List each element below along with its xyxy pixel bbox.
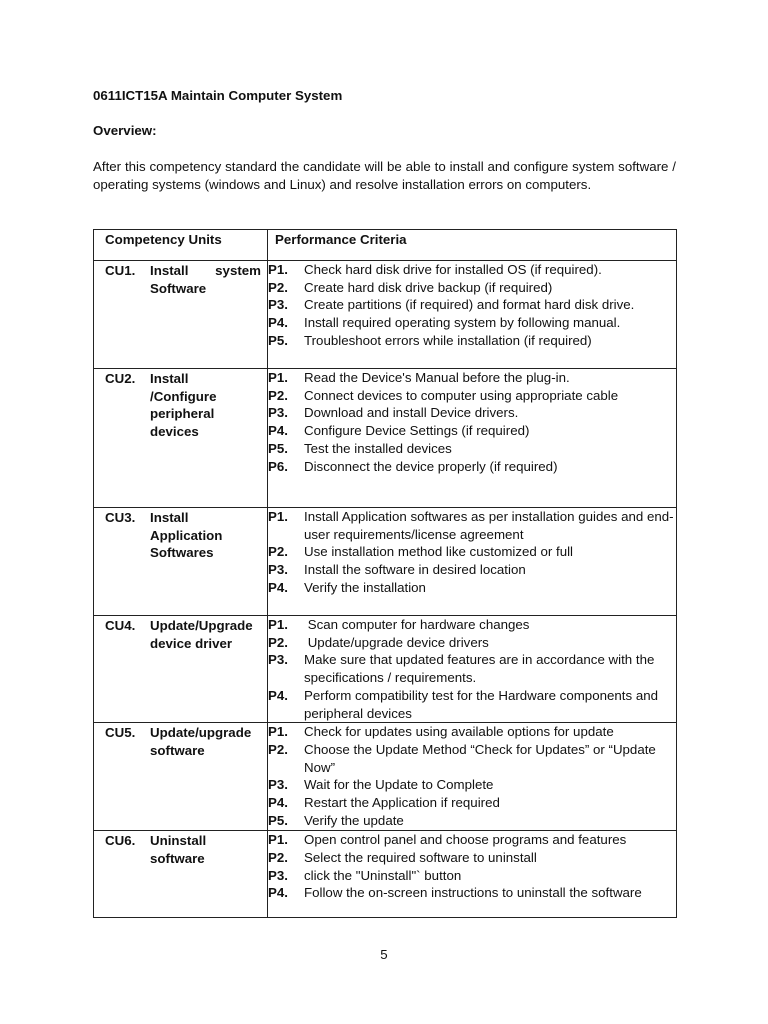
list-item: P2. Update/upgrade device drivers — [268, 634, 489, 650]
header-performance-criteria: Performance Criteria — [268, 230, 677, 261]
list-item: P1. Read the Device's Manual before the plug-in. — [268, 370, 570, 385]
competency-unit-cell — [94, 261, 268, 369]
list-item: P4. Restart the Application if required — [268, 795, 500, 811]
list-item: P3. Download and install Device drivers. — [268, 405, 519, 421]
list-item: P4. Perform compatibility test for the Hardware components and peripheral devices — [268, 687, 659, 721]
competency-unit-cell — [94, 831, 268, 918]
list-item: P6. Disconnect the device properly (if required) — [268, 458, 558, 474]
list-item: P2. Select the required software to uninstall — [268, 849, 537, 865]
list-item: P2. Connect devices to computer using appropriate cable — [268, 387, 619, 403]
list-item: P1. Check for updates using available options for update — [268, 724, 614, 740]
document-title: 0611ICT15A Maintain Computer System — [93, 88, 343, 103]
table-row — [94, 723, 677, 831]
criteria-cell — [268, 616, 677, 723]
page-number: 5 — [380, 947, 388, 962]
list-item: P3. click the "Uninstall"` button — [268, 867, 462, 883]
list-item: P5. Test the installed devices — [268, 440, 452, 456]
list-item: P3. Make sure that updated features are in accordance with the specifications / requirements. — [268, 652, 655, 686]
list-item: P4. Install required operating system by following manual. — [268, 315, 621, 331]
list-item: P4. Verify the installation — [268, 579, 426, 595]
list-item: P1. Scan computer for hardware changes — [268, 617, 530, 632]
unit-code: CU4. — [105, 618, 136, 633]
table-row — [94, 369, 677, 508]
unit-name: Install /Configure peripheral devices — [150, 371, 217, 440]
header-competency-units: Competency Units — [94, 230, 268, 261]
list-item: P3. Install the software in desired location — [268, 562, 526, 578]
list-item: P1. Check hard disk drive for installed OS (if required). — [268, 262, 602, 277]
list-item: P3. Wait for the Update to Complete — [268, 777, 494, 793]
list-item: P1. Install Application softwares as per installation guides and end-user requirements/license agreement — [268, 509, 674, 542]
table-row — [94, 616, 677, 723]
criteria-cell — [268, 369, 677, 508]
overview-heading: Overview: — [93, 123, 157, 138]
list-item: P4. Follow the on-screen instructions to uninstall the software — [268, 885, 642, 901]
list-item: P5. Verify the update — [268, 812, 404, 828]
list-item: P5. Troubleshoot errors while installation (if required) — [268, 332, 592, 348]
list-item: P2. Create hard disk drive backup (if required) — [268, 279, 553, 295]
criteria-cell — [268, 831, 677, 918]
unit-code: CU5. — [105, 725, 136, 741]
list-item: P3. Create partitions (if required) and format hard disk drive. — [268, 297, 635, 313]
table-row — [94, 831, 677, 918]
criteria-cell — [268, 261, 677, 369]
table-row — [94, 508, 677, 616]
competency-unit-cell — [94, 508, 268, 616]
list-item: P1. Open control panel and choose programs and features — [268, 832, 627, 848]
unit-code: CU3. — [105, 510, 136, 525]
unit-name: Update/upgrade software — [150, 725, 252, 758]
competency-unit-cell — [94, 723, 268, 831]
unit-code: CU1. — [105, 263, 136, 278]
unit-name: Uninstall software — [150, 833, 207, 866]
list-item: P2. Choose the Update Method “Check for Updates” or “Update Now” — [268, 741, 656, 775]
unit-code: CU2. — [105, 371, 136, 386]
competency-unit-cell — [94, 369, 268, 508]
unit-name: Update/Upgrade device driver — [150, 618, 253, 651]
table-row — [94, 261, 677, 369]
criteria-cell — [268, 723, 677, 831]
list-item: P4. Configure Device Settings (if required) — [268, 423, 530, 439]
unit-name: Install system Software — [150, 263, 261, 296]
unit-code: CU6. — [105, 833, 136, 849]
competency-unit-cell — [94, 616, 268, 723]
overview-paragraph: After this competency standard the candidate will be able to install and configure system software / operating systems (windows and Linux) and resolve installation errors on computers. — [93, 159, 676, 192]
list-item: P2. Use installation method like customized or full — [268, 544, 574, 560]
competency-table — [93, 229, 677, 918]
criteria-cell — [268, 508, 677, 616]
table-header-row — [94, 230, 677, 261]
unit-name: Install Application Softwares — [150, 510, 223, 561]
